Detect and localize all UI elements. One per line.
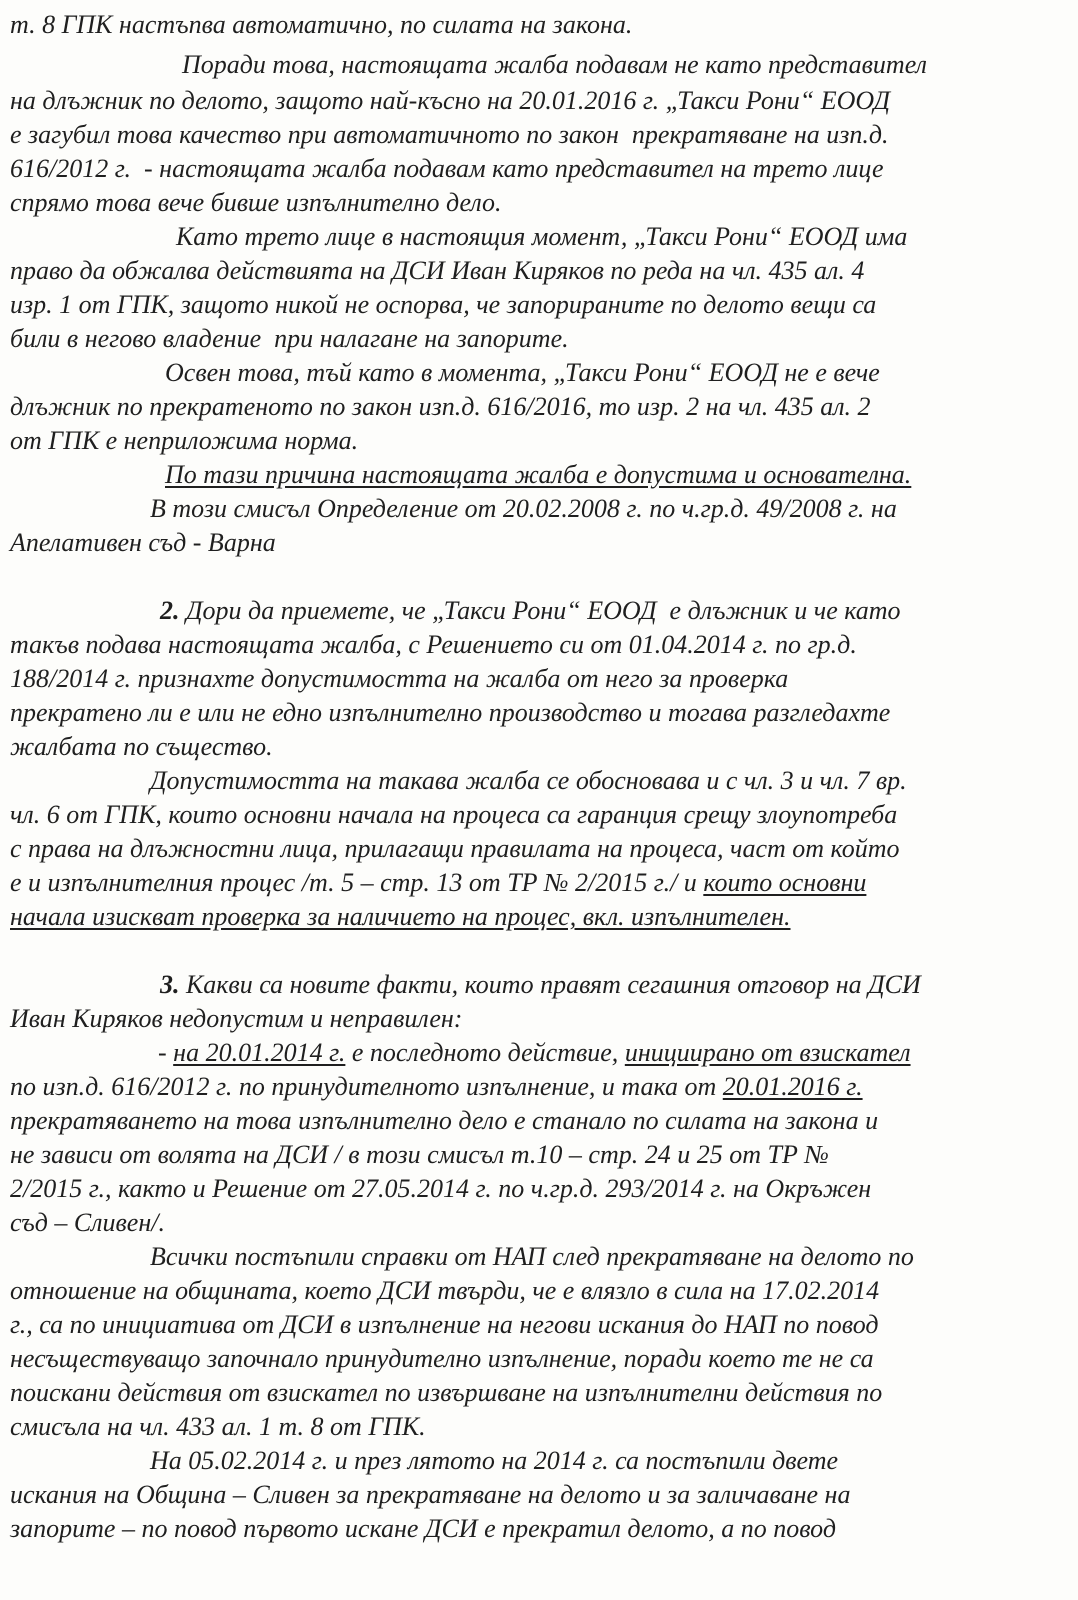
text-line: прекратено ли е или не едно изпълнително производство и тогава разгледахте: [10, 698, 891, 727]
text-line: чл. 6 от ГПК, които основни начала на процеса са гаранция срещу злоупотреба: [10, 800, 898, 829]
text-line: т. 8 ГПК настъпва автоматично, по силата на закона.: [10, 10, 633, 39]
text-line: спрямо това вече бивше изпълнително дело.: [10, 188, 502, 217]
text-line: с права на длъжностни лица, прилагащи правилата на процеса, част от който: [10, 834, 900, 863]
text-line: Освен това, тъй като в момента, „Такси Рони“ ЕООД не е вече: [165, 358, 880, 387]
text-segment: Какви са новите факти, които правят сегашния отговор на ДСИ: [179, 970, 921, 999]
section-number: 3.: [160, 970, 180, 999]
text-line: Всички постъпили справки от НАП след прекратяване на делото по: [150, 1242, 914, 1271]
text-line: такъв подава настоящата жалба, с Решението си от 01.04.2014 г. по гр.д.: [10, 630, 857, 659]
text-line: [10, 866, 866, 900]
text-line: смисъла на чл. 433 ал. 1 т. 8 от ГПК.: [10, 1412, 426, 1441]
underlined-line: начала изискват проверка за наличието на процес, вкл. изпълнителен.: [10, 902, 791, 931]
text-line: поискани действия от взискател по извършване на изпълнителни действия по: [10, 1378, 883, 1407]
text-line: на длъжник по делото, защото най-късно на 20.01.2016 г. „Такси Рони“ ЕООД: [10, 86, 891, 115]
text-segment: по изп.д. 616/2012 г. по принудителното изпълнение, и така от: [10, 1072, 723, 1101]
text-line: Апелативен съд - Варна: [10, 528, 276, 557]
text-line: от ГПК е неприложима норма.: [10, 426, 359, 455]
text-line: Допустимостта на такава жалба се обосновава и с чл. 3 и чл. 7 вр.: [150, 766, 907, 795]
text-line: [158, 1036, 911, 1070]
section-number: 2.: [160, 596, 180, 625]
text-line: Като трето лице в настоящия момент, „Такси Рони“ ЕООД има: [176, 222, 908, 251]
text-segment: е и изпълнителния процес /т. 5 – стр. 13 от ТР № 2/2015 г./ и: [10, 868, 704, 897]
underlined-conclusion: По тази причина настоящата жалба е допустима и основателна.: [165, 460, 912, 489]
text-line: съд – Сливен/.: [10, 1208, 165, 1237]
text-line: не зависи от волята на ДСИ / в този смисъл т.10 – стр. 24 и 25 от ТР №: [10, 1140, 829, 1169]
text-segment: -: [158, 1038, 174, 1067]
underlined-date: 20.01.2016 г.: [722, 1072, 863, 1101]
text-line: 616/2012 г. - настоящата жалба подавам като представител на трето лице: [10, 154, 884, 183]
text-line: На 05.02.2014 г. и през лятото на 2014 г. са постъпили двете: [150, 1446, 839, 1475]
section-2-line: [160, 594, 901, 628]
text-line: запорите – по повод първото искане ДСИ е прекратил делото, а по повод: [10, 1514, 836, 1543]
text-line: прекратяването на това изпълнително дело е станало по силата на закона и: [10, 1106, 879, 1135]
section-3-line: [160, 968, 921, 1002]
text-line: били в негово владение при налагане на запорите.: [10, 324, 569, 353]
text-line: е загубил това качество при автоматичното по закон прекратяване на изп.д.: [10, 120, 889, 149]
text-line: [10, 1070, 863, 1104]
text-line: В този смисъл Определение от 20.02.2008 г. по ч.гр.д. 49/2008 г. на: [150, 494, 897, 523]
text-line: 2/2015 г., както и Решение от 27.05.2014 г. по ч.гр.д. 293/2014 г. на Окръжен: [10, 1174, 872, 1203]
underlined-segment: инициирано от взискател: [624, 1038, 911, 1067]
text-line: искания на Община – Сливен за прекратяване на делото и за заличаване на: [10, 1480, 851, 1509]
text-line: Иван Киряков недопустим и неправилен:: [10, 1004, 463, 1033]
text-line: отношение на общината, което ДСИ твърди, че е влязло в сила на 17.02.2014: [10, 1276, 880, 1305]
text-line: 188/2014 г. признахте допустимостта на жалба от него за проверка: [10, 664, 789, 693]
text-line: г., са по инициатива от ДСИ в изпълнение на негови искания до НАП по повод: [10, 1310, 879, 1339]
text-line: жалбата по същество.: [10, 732, 273, 761]
text-line: изр. 1 от ГПК, защото никой не оспорва, че запорираните по делото вещи са: [10, 290, 877, 319]
text-line: длъжник по прекратеното по закон изп.д. 616/2016, то изр. 2 на чл. 435 ал. 2: [10, 392, 871, 421]
text-line: право да обжалва действията на ДСИ Иван Киряков по реда на чл. 435 ал. 4: [10, 256, 865, 285]
text-segment: Дори да приемете, че „Такси Рони“ ЕООД е длъжник и че като: [179, 596, 901, 625]
text-line: несъществуващо започнало принудително изпълнение, поради което те не са: [10, 1344, 874, 1373]
text-line: Поради това, настоящата жалба подавам не като представител: [182, 50, 927, 79]
text-segment: е последното действие,: [345, 1038, 625, 1067]
underlined-segment: които основни: [703, 868, 867, 897]
underlined-date: на 20.01.2014 г.: [173, 1038, 346, 1067]
